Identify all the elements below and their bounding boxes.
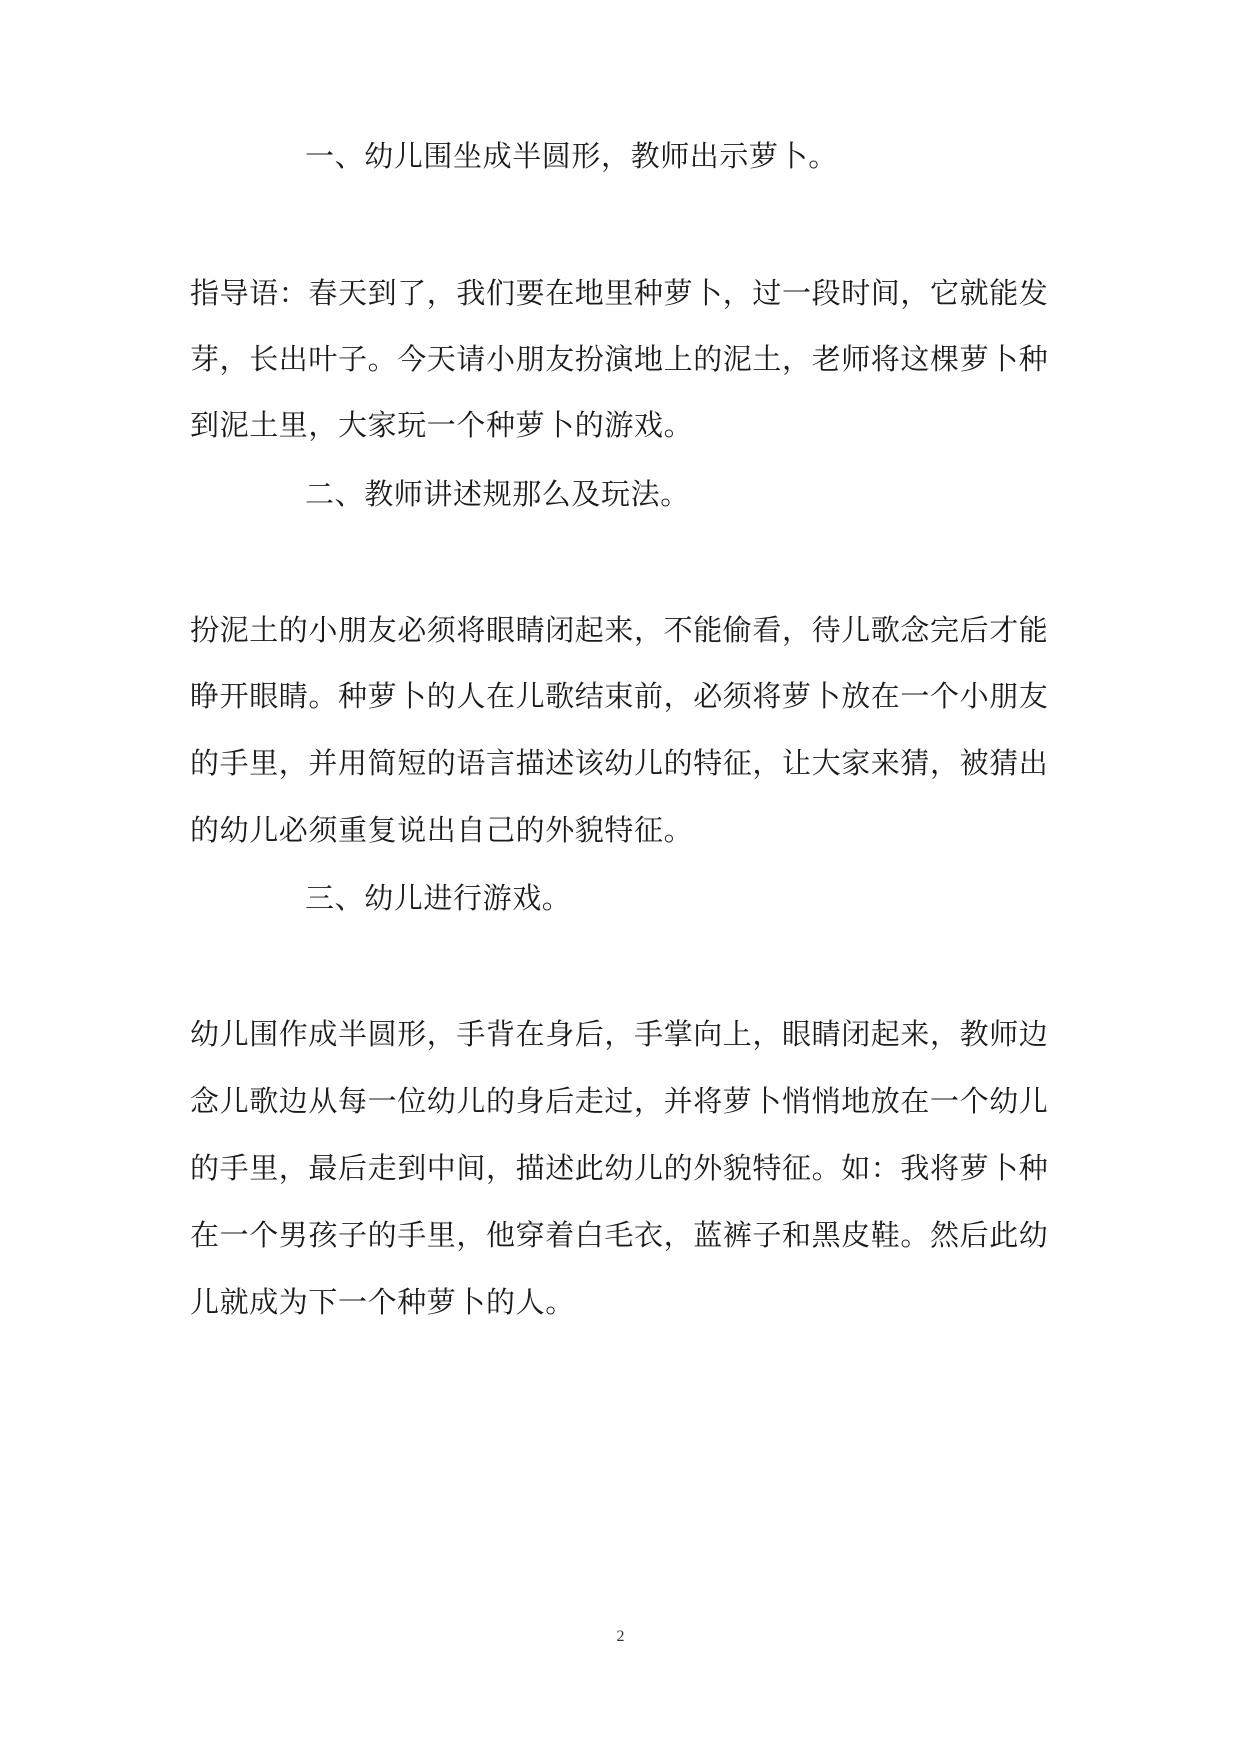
section-2-heading: 二、教师讲述规那么及玩法。 [305,477,690,511]
section-2-paragraph-line-4: 的幼儿必须重复说出自己的外貌特征。 [190,813,694,847]
section-2-paragraph-line-2: 睁开眼睛。种萝卜的人在儿歌结束前，必须将萝卜放在一个小朋友 [190,679,1049,713]
section-3-paragraph-line-5: 儿就成为下一个种萝卜的人。 [190,1285,575,1319]
section-1-paragraph-line-1: 指导语：春天到了，我们要在地里种萝卜，过一段时间，它就能发 [190,276,1049,310]
section-3-paragraph-line-4: 在一个男孩子的手里，他穿着白毛衣，蓝裤子和黑皮鞋。然后此幼 [190,1218,1049,1252]
section-2-paragraph-line-1: 扮泥土的小朋友必须将眼睛闭起来，不能偷看，待儿歌念完后才能 [190,613,1049,647]
section-3-paragraph-line-2: 念儿歌边从每一位幼儿的身后走过，并将萝卜悄悄地放在一个幼儿 [190,1084,1049,1118]
section-1-paragraph-line-2: 芽，长出叶子。今天请小朋友扮演地上的泥土，老师将这棵萝卜种 [190,342,1049,376]
page-number: 2 [616,1628,625,1645]
section-3-paragraph-line-3: 的手里，最后走到中间，描述此幼儿的外貌特征。如：我将萝卜种 [190,1151,1049,1185]
section-3-paragraph-line-1: 幼儿围作成半圆形，手背在身后，手掌向上，眼睛闭起来，教师边 [190,1017,1049,1051]
section-1-paragraph-line-3: 到泥土里，大家玩一个种萝卜的游戏。 [190,408,694,442]
section-3-heading: 三、幼儿进行游戏。 [305,881,572,915]
section-2-paragraph-line-3: 的手里，并用简短的语言描述该幼儿的特征，让大家来猜，被猜出 [190,746,1049,780]
section-1-heading: 一、幼儿围坐成半圆形，教师出示萝卜。 [305,139,838,173]
